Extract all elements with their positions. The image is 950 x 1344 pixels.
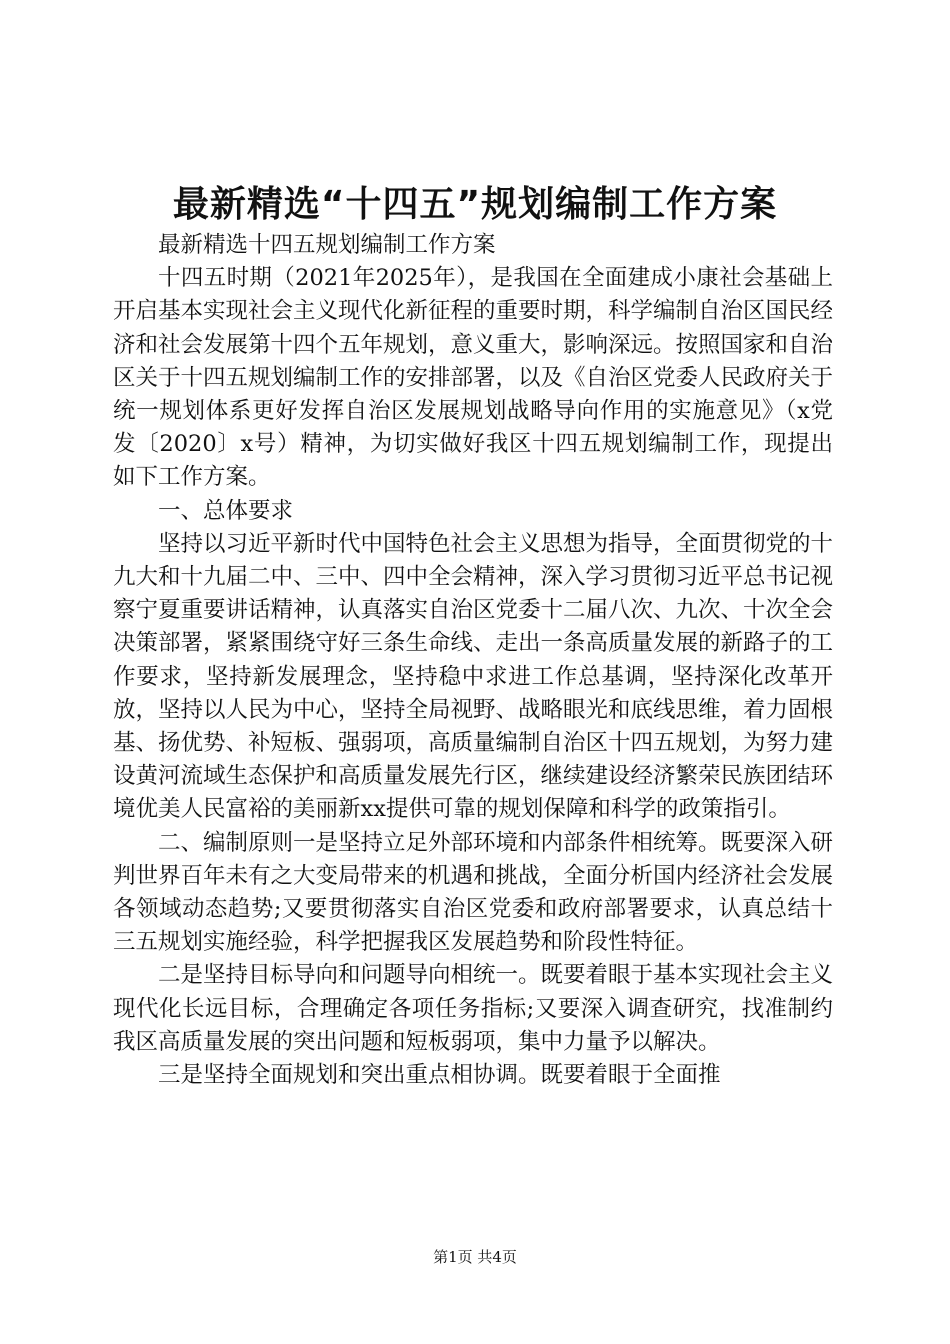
document-body <box>113 229 833 1092</box>
page-number-footer: 第1页 共4页 <box>433 1248 517 1266</box>
paragraph-principle-three: 三是坚持全面规划和突出重点相协调。既要着眼于全面推 <box>158 1062 721 1089</box>
paragraph-principle-one: 二、编制原则一是坚持立足外部环境和内部条件相统筹。既要深入研判世界百年未有之大变局带来的机遇和挑战，全面分析国内经济社会发展各领域动态趋势;又要贯彻落实自治区党委和政府部署要求，认真总结十三五规划实施经验，科学把握我区发展趋势和阶段性特征。 <box>113 829 834 956</box>
paragraph-principle-two: 二是坚持目标导向和问题导向相统一。既要着眼于基本实现社会主义现代化长远目标，合理确定各项任务指标;又要深入调查研究，找准制约我区高质量发展的突出问题和短板弱项，集中力量予以解决。 <box>113 962 834 1055</box>
paragraph-intro: 十四五时期（2021年2025年），是我国在全面建成小康社会基础上开启基本实现社会主义现代化新征程的重要时期，科学编制自治区国民经济和社会发展第十四个五年规划，意义重大，影响深远。按照国家和自治区关于十四五规划编制工作的安排部署，以及《自治区党委人民政府关于统一规划体系更好发挥自治区发展规划战略导向作用的实施意见》（x党发〔2020〕x号）精神，为切实做好我区十四五规划编制工作，现提出如下工作方案。 <box>113 265 834 491</box>
document-title: 最新精选“十四五”规划编制工作方案 <box>172 184 778 225</box>
paragraph-subtitle: 最新精选十四五规划编制工作方案 <box>158 232 496 258</box>
section-heading-general-requirements: 一、总体要求 <box>158 497 294 524</box>
paragraph-general-requirements: 坚持以习近平新时代中国特色社会主义思想为指导，全面贯彻党的十九大和十九届二中、三中、四中全会精神，深入学习贯彻习近平总书记视察宁夏重要讲话精神，认真落实自治区党委十二届八次、九次、十次全会决策部署，紧紧围绕守好三条生命线、走出一条高质量发展的新路子的工作要求，坚持新发展理念，坚持稳中求进工作总基调，坚持深化改革开放，坚持以人民为中心，坚持全局视野、战略眼光和底线思维，着力固根基、扬优势、补短板、强弱项，高质量编制自治区十四五规划，为努力建设黄河流域生态保护和高质量发展先行区，继续建设经济繁荣民族团结环境优美人民富裕的美丽新xx提供可靠的规划保障和科学的政策指引。 <box>113 530 834 823</box>
